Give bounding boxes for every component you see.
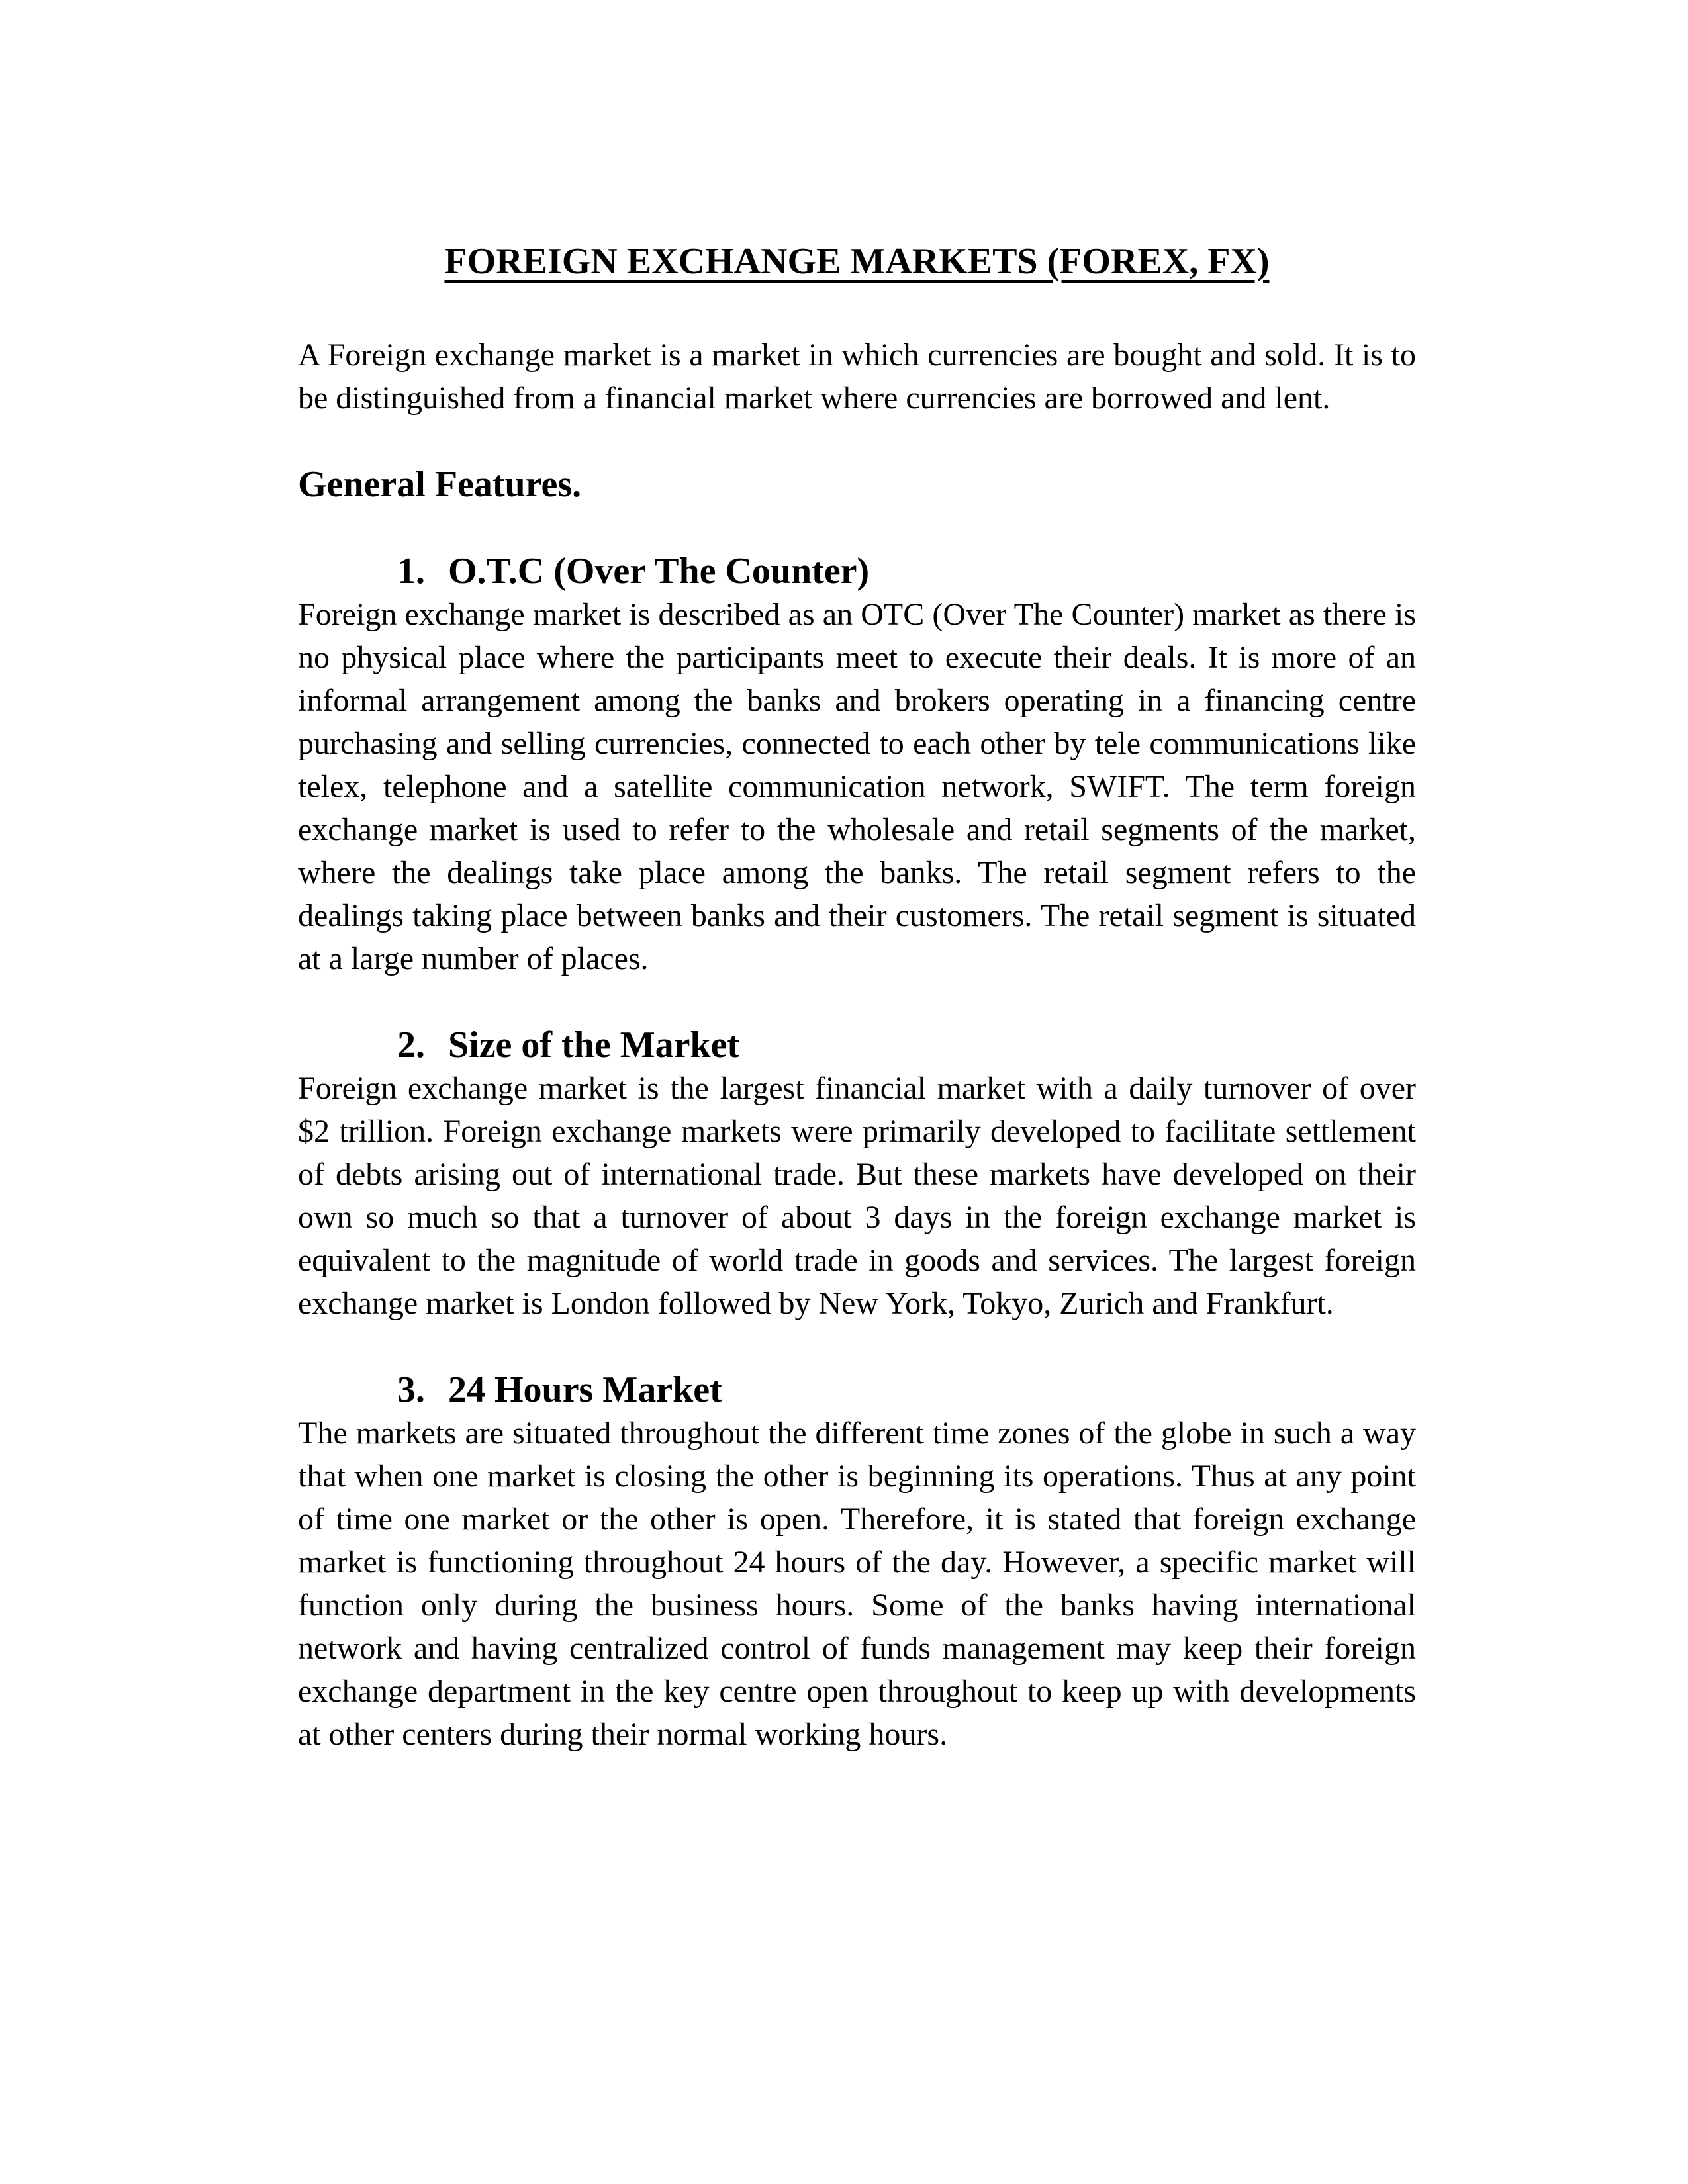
section-heading-general-features: General Features. [298, 464, 582, 505]
feature-heading-otc [397, 550, 1416, 593]
feature-heading-size-of-market [397, 1024, 1416, 1067]
feature-number: 1. [397, 551, 425, 592]
intro-paragraph: A Foreign exchange market is a market in which currencies are bought and sold. It is to be distinguished from a financial market where currencies are borrowed and lent. [298, 338, 1416, 416]
feature-number: 2. [397, 1024, 425, 1066]
feature-number: 3. [397, 1369, 425, 1410]
feature-paragraph-otc: Foreign exchange market is described as an OTC (Over The Counter) market as there is no physical place where the participants meet to execute their deals. It is more of an informal arrangement among the banks and brokers operating in a financing centre purchasing and selling currencies, connected to each other by tele communications like telex, telephone and a satellite communication network, SWIFT. The term foreign exchange market is used to refer to the wholesale and retail segments of the market, where the dealings take place among the banks. The retail segment refers to the dealings taking place between banks and their customers. The retail segment is situated at a large number of places. [298, 597, 1416, 976]
feature-paragraph-24-hours-market: The markets are situated throughout the different time zones of the globe in such a way that when one market is closing the other is beginning its operations. Thus at any point of time one market or the other is open. Therefore, it is stated that foreign exchange market is functioning throughout 24 hours of the day. However, a specific market will function only during the business hours. Some of the banks having international network and having centralized control of funds management may keep their foreign exchange department in the key centre open throughout to keep up with developments at other centers during their normal working hours. [298, 1416, 1416, 1752]
feature-heading-label: O.T.C (Over The Counter) [448, 551, 870, 592]
feature-paragraph-size-of-market: Foreign exchange market is the largest financial market with a daily turnover of over $2 trillion. Foreign exchange markets were primarily developed to facilitate settlement of debts arising out of international trade. But these markets have developed on their own so much so that a turnover of about 3 days in the foreign exchange market is equivalent to the magnitude of world trade in goods and services. The largest foreign exchange market is London followed by New York, Tokyo, Zurich and Frankfurt. [298, 1071, 1416, 1321]
document-title: FOREIGN EXCHANGE MARKETS (FOREX, FX) [444, 241, 1270, 282]
feature-heading-label: 24 Hours Market [448, 1369, 722, 1410]
feature-heading-label: Size of the Market [448, 1024, 740, 1066]
feature-heading-24-hours-market [397, 1369, 1416, 1412]
